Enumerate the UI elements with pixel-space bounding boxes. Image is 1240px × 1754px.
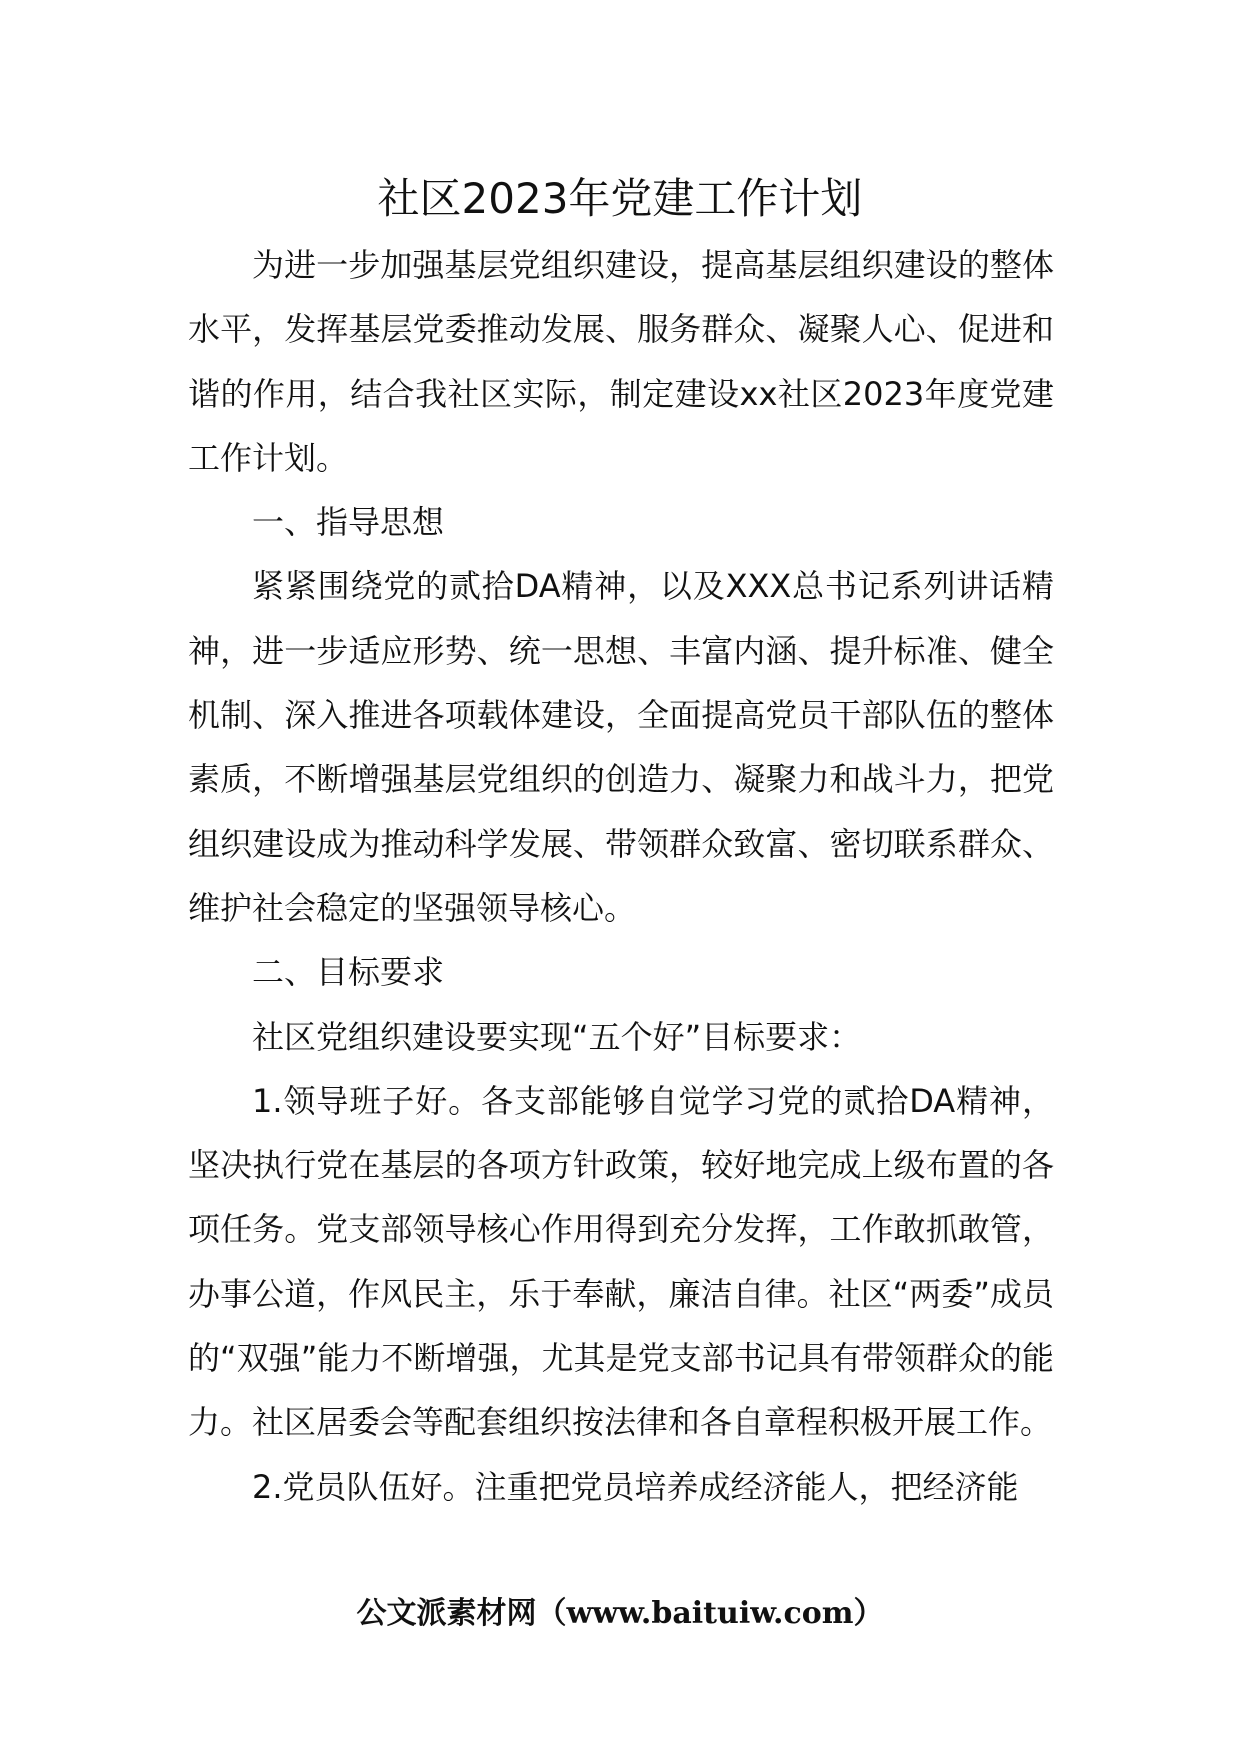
intro-paragraph: 为进一步加强基层党组织建设，提高基层组织建设的整体水平，发挥基层党委推动发展、服务群众、凝聚人心、促进和谐的作用，结合我社区实际，制定建设xx社区2023年度党建工作计划。 [188,246,1054,477]
document-body [188,233,1054,1519]
section-heading-goals: 二、目标要求 [252,953,445,992]
goal-item-party-members: 2.党员队伍好。注重把党员培养成经济能人，把经济能 [252,1467,1019,1506]
watermark-footer: 公文派素材网（www.baituiw.com） [356,1596,884,1631]
goal-item-leadership: 1.领导班子好。各支部能够自觉学习党的贰拾DA精神，坚决执行党在基层的各项方针政策，较好地完成上级布置的各项任务。党支部领导核心作用得到充分发挥，工作敢抓敢管，办事公道，作风民主，乐于奉献，廉洁自律。社区“两委”成员的“双强”能力不断增强，尤其是党支部书记具有带领群众的能力。社区居委会等配套组织按法律和各自章程积极开展工作。 [188,1081,1054,1442]
document-title: 社区2023年党建工作计划 [377,174,863,223]
goals-intro-paragraph: 社区党组织建设要实现“五个好”目标要求： [252,1017,862,1056]
guiding-ideology-paragraph: 紧紧围绕党的贰拾DA精神，以及XXX总书记系列讲话精神，进一步适应形势、统一思想、丰富内涵、提升标准、健全机制、深入推进各项载体建设，全面提高党员干部队伍的整体素质，不断增强基层党组织的创造力、凝聚力和战斗力，把党组织建设成为推动科学发展、带领群众致富、密切联系群众、维护社会稳定的坚强领导核心。 [188,567,1054,927]
section-heading-guiding-ideology: 一、指导思想 [252,503,445,542]
